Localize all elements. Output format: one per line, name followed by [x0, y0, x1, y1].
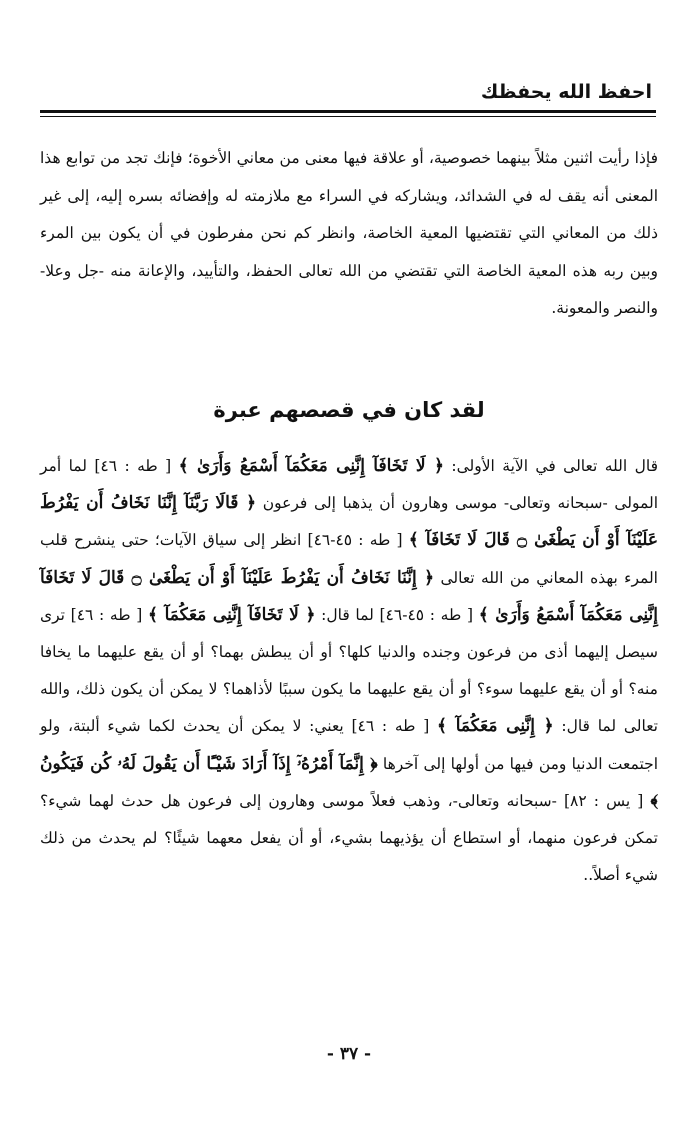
- page-number: - ٣٧ -: [326, 1044, 372, 1064]
- quran-verse: ﴿ إِنَّنِى مَعَكُمَآ ﴾: [437, 716, 554, 737]
- intro-paragraph: فإذا رأيت اثنين مثلاً بينهما خصوصية، أو علاقة فيها معنى من معاني الأخوة؛ فإنك تجد من توابع هذا المعنى أنه يقف له في الشدائد، ويشاركه في السراء مع ملازمته له وإفضائه بسره إليه، إلى غير ذلك من المعاني التي تقتضيها المعية الخاصة، وانظر كم نحن مفرطون في أن يكون بين المرء وبين ربه هذه المعية الخاصة التي تقتضي من الله تعالى الحفظ، والتأييد، والإعانة منه -جل وعلا- والنصر والمعونة.: [40, 149, 658, 317]
- body-text-span: قال الله تعالى في الآية الأولى:: [443, 457, 658, 475]
- quran-verse: ﴿ قَالَا رَبَّنَآ إِنَّنَا نَخَافُ أَن يَفْرُطَ عَلَيْنَآ أَوْ أَن يَطْغَىٰ ۝ قَالَ لَا تَخَافَآ ﴾: [40, 493, 658, 551]
- quran-verse: ﴿ إِنَّنَا نَخَافُ أَن يَفْرُطَ عَلَيْنَآ أَوْ أَن يَطْغَىٰ ۝ قَالَ لَا تَخَافَآ إِنَّنِى مَعَكُمَآ أَسْمَعُ وَأَرَىٰ ﴾: [40, 567, 659, 625]
- body-text-span: [ طه : ٤٥-٤٦] لما قال:: [315, 605, 474, 624]
- body-text-span: [ طه : ٤٦] يعني: لا يمكن أن يحدث لكما شيء ألبتة، ولو اجتمعت الدنيا ومن فيها من أولها إلى آخرها: [40, 717, 659, 773]
- quran-verse: ﴿ إِنَّمَآ أَمْرُهُۥٓ إِذَآ أَرَادَ شَيْـًٔا أَن يَقُولَ لَهُۥ كُن فَيَكُونُ ﴾: [40, 753, 658, 811]
- section-heading: لقد كان في قصصهم عبرة: [213, 398, 485, 422]
- running-title: احفظ الله يحفظك: [480, 81, 652, 103]
- body-text-span: [ طه : ٤٦] لما أمر المولى -سبحانه وتعالى- موسى وهارون أن يذهبا إلى فرعون: [40, 457, 659, 513]
- header-rule-thick: [40, 110, 656, 113]
- body-text-span: [ يس : ٨٢] -سبحانه وتعالى-، وذهب فعلاً موسى وهارون إلى فرعون هل حدث لهما شيء؟ تمكن فرعون منهما، أو استطاع أن يؤذيهما بشيء، أو أن يفعل معهما شيئًا؟ لم يحدث من ذلك شيء أصلاً..: [40, 791, 658, 885]
- section-paragraph: [40, 448, 658, 894]
- quran-verse: ﴿ لَا تَخَافَآ إِنَّنِى مَعَكُمَآ ﴾: [147, 604, 316, 625]
- header-rule-thin: [40, 116, 656, 117]
- page-header: [40, 78, 656, 117]
- quran-verse: ﴿ لَا تَخَافَآ إِنَّنِى مَعَكُمَآ أَسْمَعُ وَأَرَىٰ ﴾: [178, 456, 444, 476]
- body-text-span: [ طه : ٤٥-٤٦] انظر إلى سياق الآيات؛ حتى ينشرح قلب المرء بهذه المعاني من الله تعالى: [40, 531, 658, 587]
- body-text-span: [ طه : ٤٦] ترى سيصل إليهما أذى من فرعون وجنده والدنيا كلها؟ أو أن يبطش بهما؟ أو أن يقع عليهما ما يخافا منه؟ أو أن يقع عليهما سوء؟ أو أن يقع عليهما ما يكون سببًا لأذاهما؟ لا يمكن أن يكون ذلك، والله تعالى لما قال:: [40, 605, 658, 736]
